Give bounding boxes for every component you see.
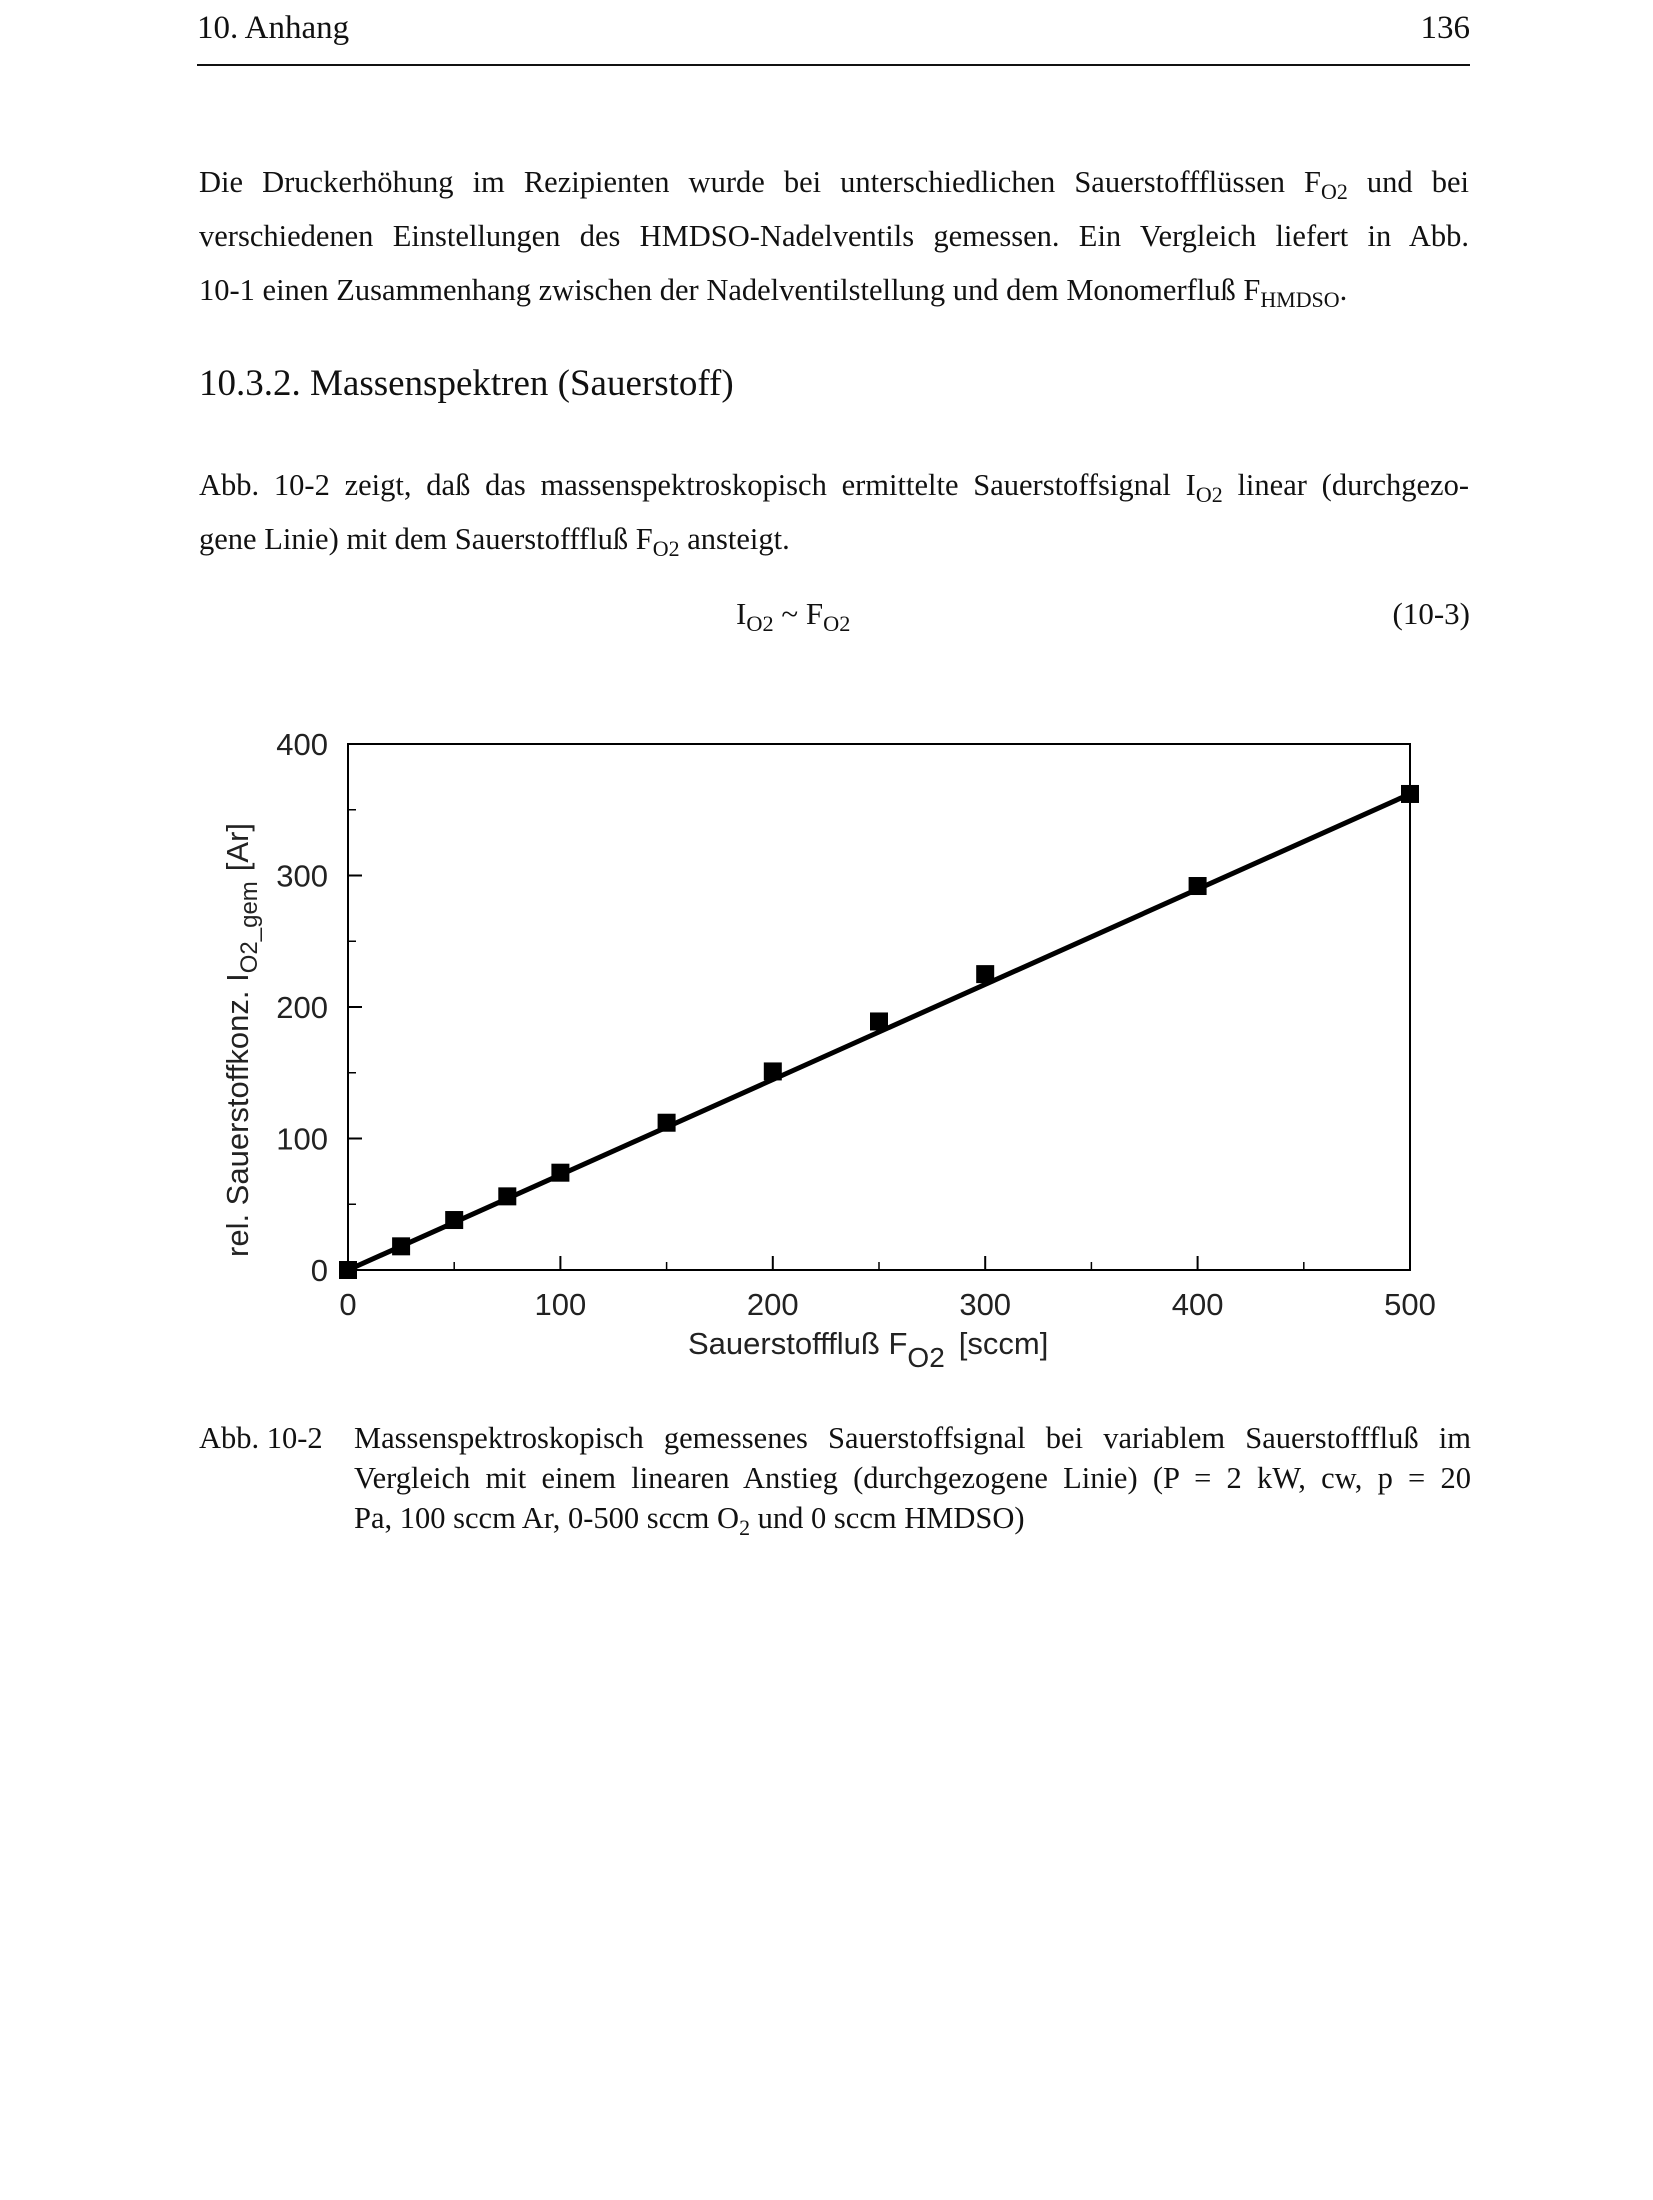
y-tick-label: 200 [276,990,328,1025]
paragraph-line: gene Linie) mit dem Sauerstofffluß $F_{O2}$ ansteigt. [199,522,790,562]
paragraph-line: verschiedenen Einstellungen des HMDSO-Nadelventils gemessen. Ein Vergleich liefert in Abb. [199,219,1469,253]
x-axis-label: Sauerstofffluß FO2 [sccm] [688,1326,1049,1373]
data-point [551,1164,569,1182]
equation-number: (10-3) [1392,596,1470,631]
section-heading: 10.3.2. Massenspektren (Sauerstoff) [199,363,734,404]
y-tick-label: 300 [276,858,328,894]
oxygen-signal-chart [200,712,1460,1392]
paragraph-line: Die Druckerhöhung im Rezipienten wurde bei unterschiedlichen Sauerstoffflüssen $F_{O2}$ und bei [199,165,1469,205]
chapter-title: 10. Anhang [197,10,350,46]
y-tick-label: 0 [310,1253,328,1288]
caption-line: Massenspektroskopisch gemessenes Sauerstoffsignal bei variablem Sauerstofffluß im [354,1421,1471,1455]
y-tick-label: 100 [276,1121,328,1157]
page-number: 136 [1420,10,1470,46]
paragraph-pressure [199,155,1469,317]
chart-axes [276,727,1436,1322]
data-point [392,1237,410,1255]
caption-line: Vergleich mit einem linearen Anstieg (durchgezogene Linie) (P = 2 kW, cw, p = 20 [354,1461,1471,1495]
data-point [870,1012,888,1030]
paragraph-line: 10-1 einen Zusammenhang zwischen der Nadelventilstellung und dem Monomerfluß $F_{HMDSO}$. [199,273,1348,313]
data-point [1189,877,1207,895]
y-axis-label: rel. Sauerstoffkonz. $I_{O2\_gem}[Ar]$ [220,822,263,1257]
x-tick-label: 0 [339,1287,357,1322]
x-tick-label: 400 [1171,1287,1224,1322]
equation: $I_{O2}$ ~ $F_{O2}$ [736,596,851,637]
data-point [658,1114,676,1132]
paragraph-oxygen-signal [199,458,1469,566]
caption-label: Abb. 10-2 [199,1421,323,1455]
data-point [976,965,994,983]
x-tick-label: 100 [534,1287,587,1322]
x-tick-label: 200 [746,1287,799,1322]
data-point [339,1261,357,1279]
x-tick-label: 300 [959,1287,1012,1322]
x-tick-label: 500 [1384,1287,1436,1322]
caption-line: Pa, 100 sccm Ar, 0-500 sccm $O_2$ und 0 sccm HMDSO) [354,1501,1025,1541]
running-header [197,8,1470,66]
data-point [498,1187,516,1205]
y-tick-label: 400 [276,727,328,762]
paragraph-line: Abb. 10-2 zeigt, daß das massenspektroskopisch ermittelte Sauerstoffsignal $I_{O2}$ linear (durchgezo- [199,468,1469,508]
data-point [445,1211,463,1229]
caption-text [354,1418,1471,1541]
data-point [1401,785,1419,803]
data-point [764,1062,782,1080]
